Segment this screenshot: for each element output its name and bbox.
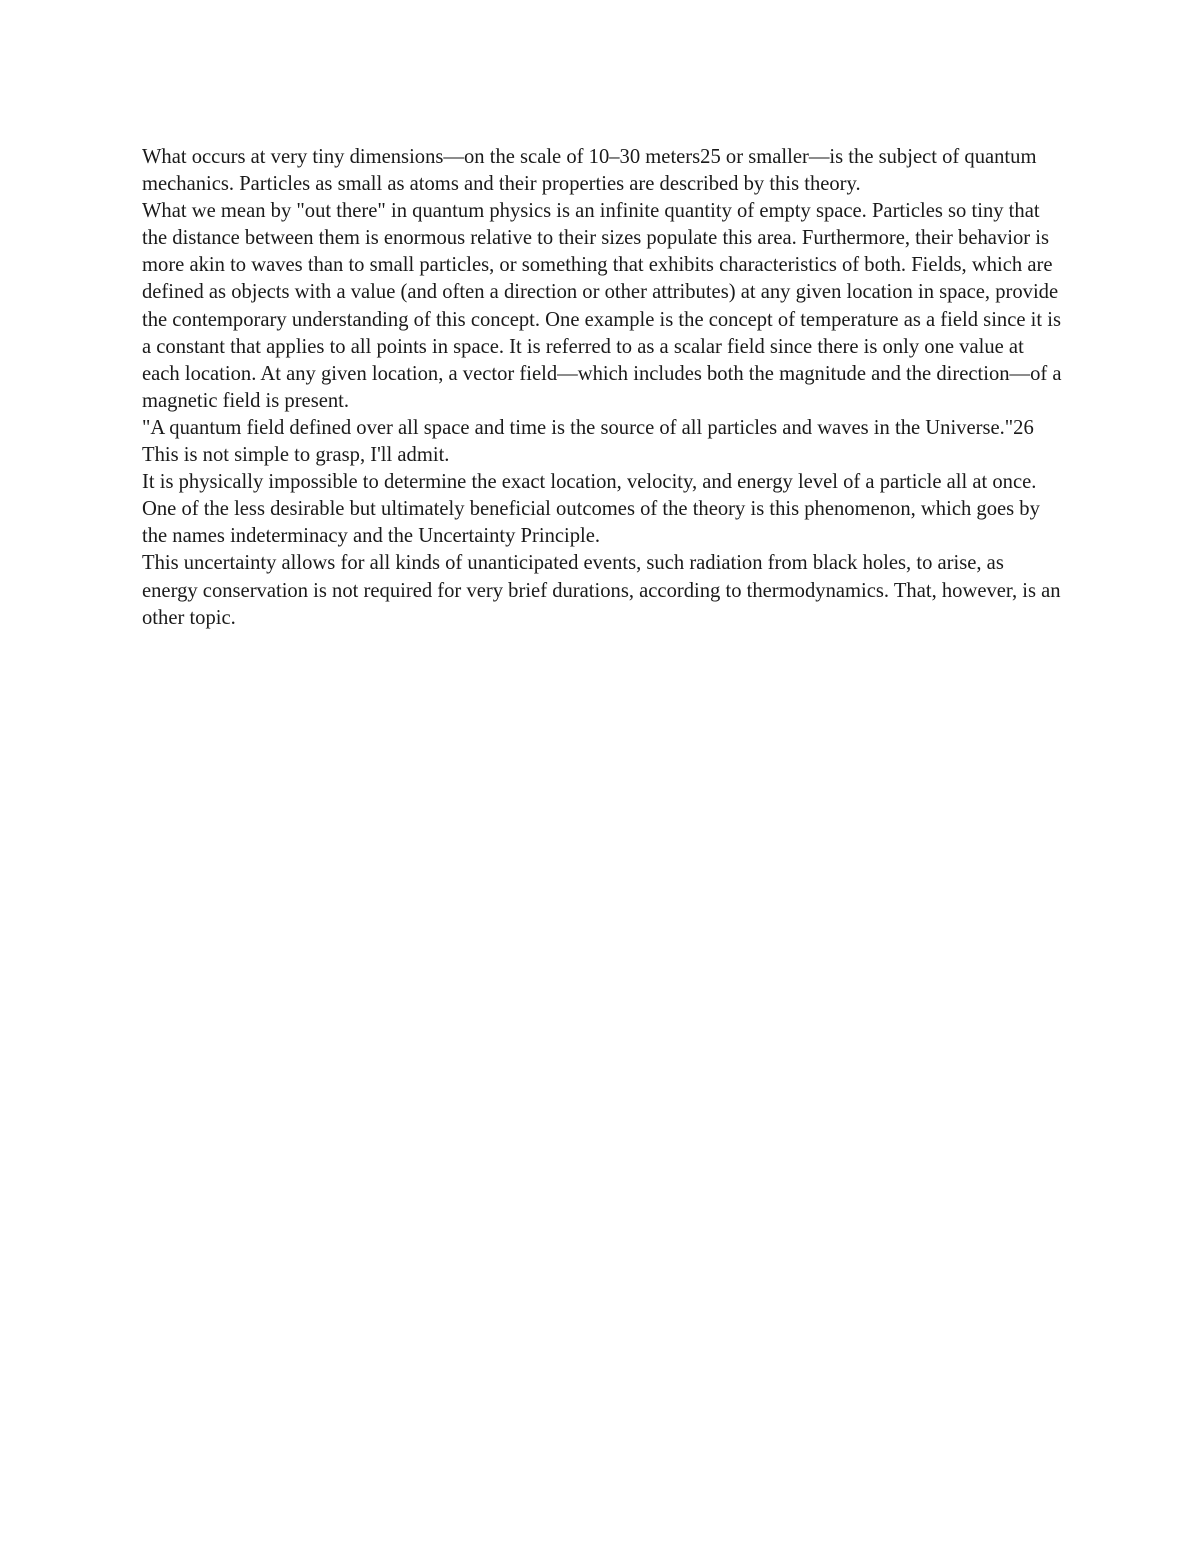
paragraph-quantum-scale: What occurs at very tiny dimensions—on the scale of 10–30 meters25 or smaller—is the subject of quantum mechanics. Particles as small as atoms and their properties are described by this theory.	[142, 146, 1037, 196]
paragraph-unanticipated-events: This uncertainty allows for all kinds of unanticipated events, such radiation from black holes, to arise, as energy conservation is not required for very brief durations, according to thermodynamics. That, however, is an other topic.	[142, 552, 1061, 629]
document-body	[142, 144, 1062, 632]
paragraph-out-there: What we mean by "out there" in quantum physics is an infinite quantity of empty space. Particles so tiny that the distance between them is enormous relative to their sizes populate this area. Furthermore, their behavior is more akin to waves than to small particles, or something that exhibits characteristics of both. Fields, which are defined as objects with a value (and often a direction or other attributes) at any given location in space, provide the contemporary understanding of this concept. One example is the concept of temperature as a field since it is a constant that applies to all points in space. It is referred to as a scalar field since there is only one value at each location. At any given location, a vector field—which includes both the magnitude and the direction—of a magnetic field is present.	[142, 200, 1062, 412]
paragraph-uncertainty-principle: It is physically impossible to determine the exact location, velocity, and energy level of a particle all at once. One of the less desirable but ultimately beneficial outcomes of the theory is this phenomenon, which goes by the names indeterminacy and the Uncertainty Principle.	[142, 471, 1040, 548]
paragraph-quantum-field-quote: "A quantum field defined over all space and time is the source of all particles and waves in the Universe."26 This is not simple to grasp, I'll admit.	[142, 416, 1034, 467]
